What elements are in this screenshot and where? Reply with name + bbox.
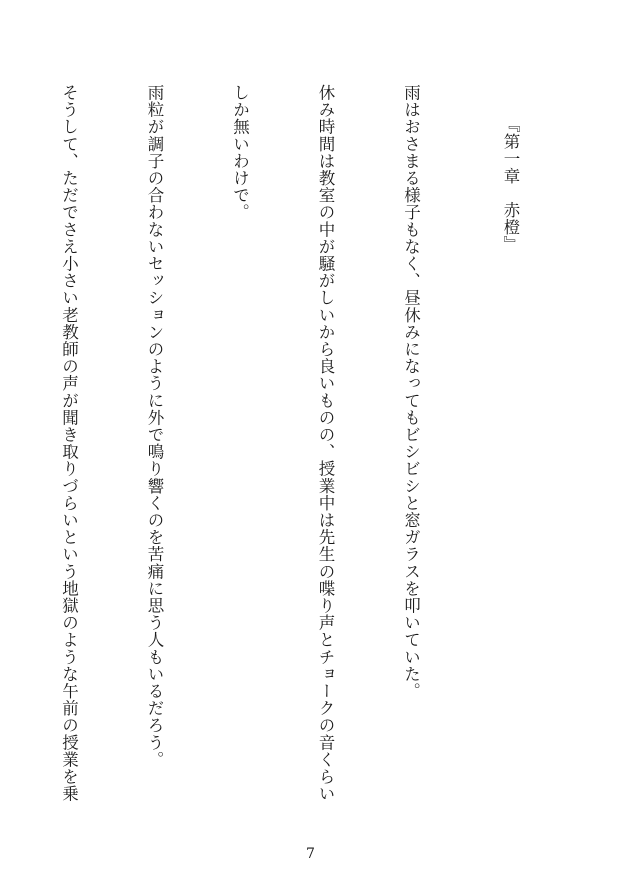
text-line: そうして、ただでさえ小さい老教師の声が聞き取りづらいという地獄のような午前の授業を乗 xyxy=(59,84,79,803)
page-number: 7 xyxy=(306,846,315,862)
text-line: しか無いわけで。 xyxy=(230,84,250,221)
text-line: 雨粒が調子の合わないセッションのように外で鳴り響くのを苦痛に思う人もいるだろう。 xyxy=(145,84,164,768)
vertical-text-block xyxy=(0,84,581,814)
chapter-title: 『第一章 赤橙』 xyxy=(501,116,520,253)
text-line: 雨はおさまる様子もなく、昼休みになってもビシビシと窓ガラスを叩いていた。 xyxy=(401,84,421,700)
text-line: 休み時間は教室の中が騒がしいから良いものの、授業中は先生の喋り声とチョークの音くらい xyxy=(316,84,335,803)
